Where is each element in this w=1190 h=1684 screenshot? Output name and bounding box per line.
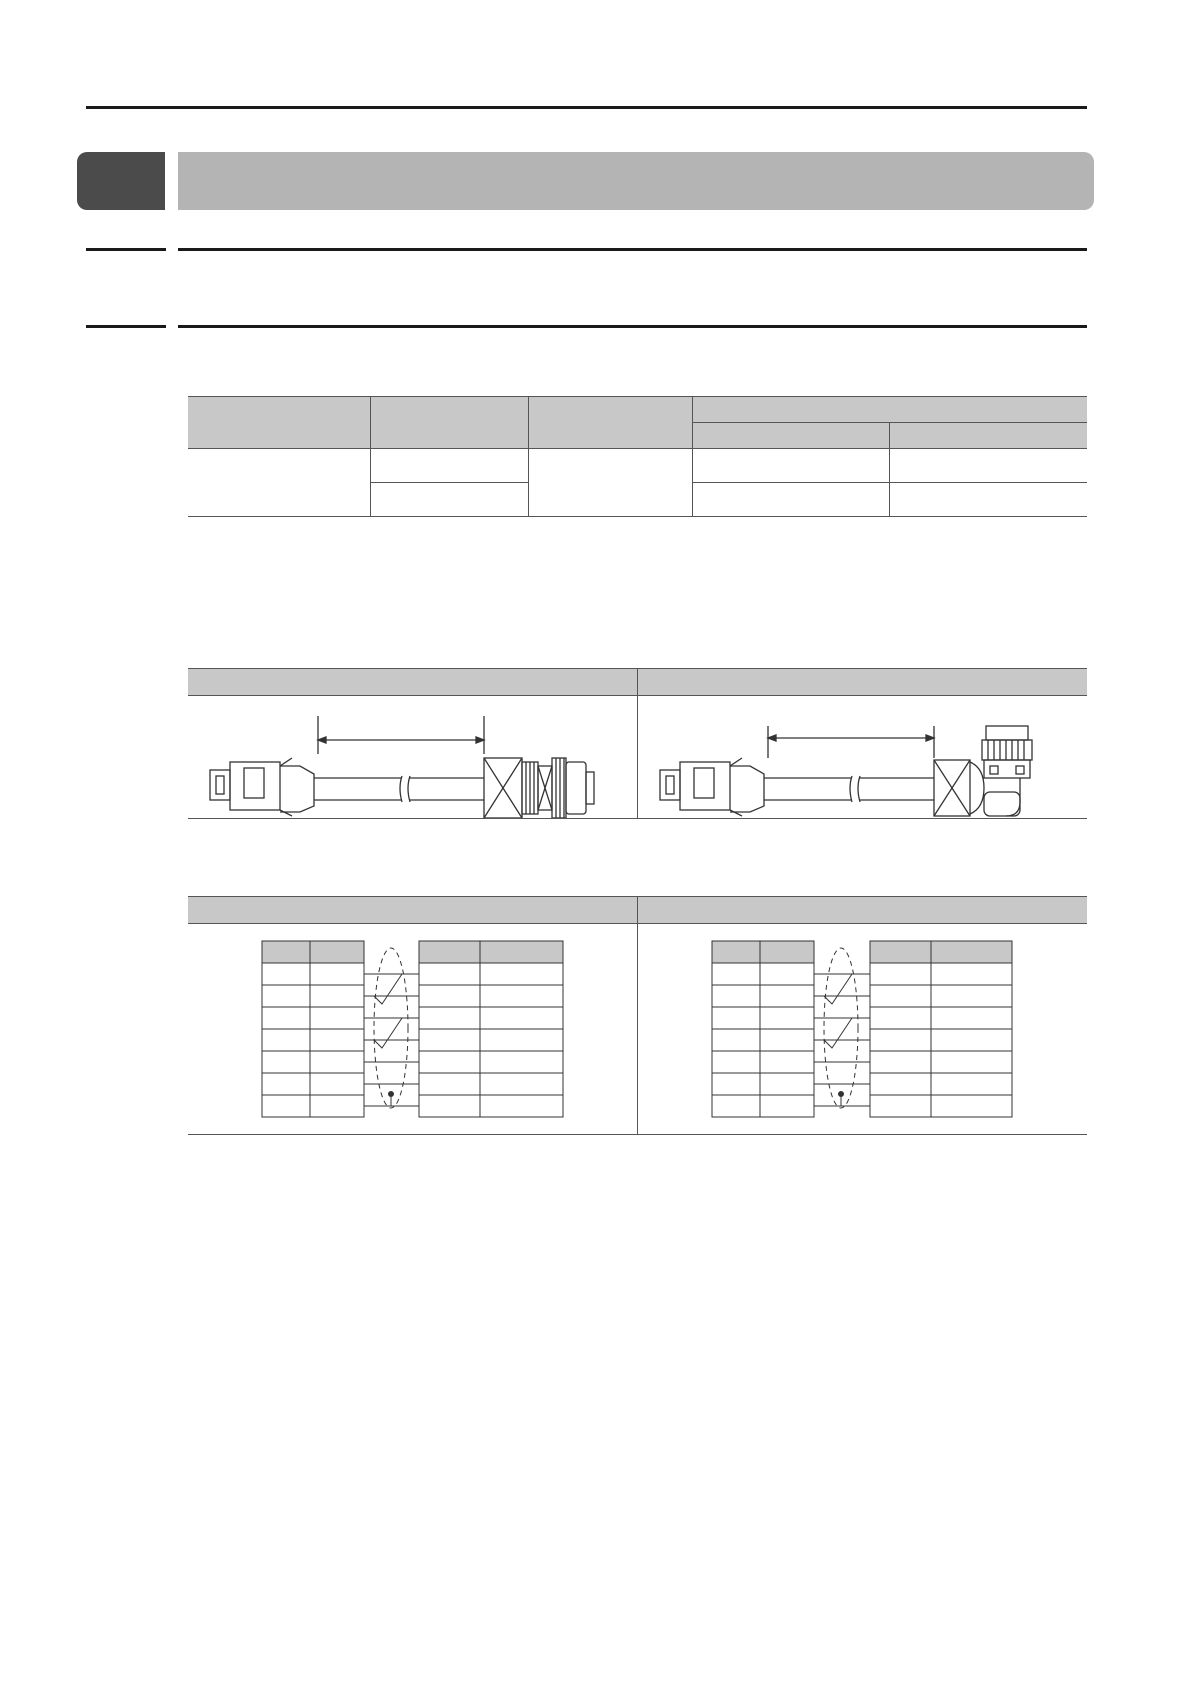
spec-cell [889,449,1087,483]
chapter-title-bar [178,152,1094,210]
spec-header-4 [692,397,1087,423]
spec-header-3 [528,397,692,449]
top-rule [86,106,1087,109]
wiring-table [188,896,1087,1135]
spec-cell [188,449,370,517]
spec-cell [528,449,692,517]
right-angle-plug-wiring-diagram [638,924,1088,1134]
straight-plug-cable-drawing [188,696,637,818]
spec-cell [370,483,528,517]
straight-plug-cable-cell [188,696,637,819]
spec-cell [692,449,889,483]
section-rule-top-right [178,248,1087,251]
drawings-header-right [637,669,1087,696]
spec-header-2 [370,397,528,449]
wiring-header-right [637,897,1087,924]
right-angle-plug-wiring-cell [637,924,1087,1135]
right-angle-plug-cable-drawing [638,696,1088,818]
spec-header-1 [188,397,370,449]
spec-table [188,396,1087,517]
spec-cell [889,483,1087,517]
spec-cell [370,449,528,483]
wiring-header-left [188,897,637,924]
section-rule-top-left [86,248,166,251]
straight-plug-wiring-diagram [188,924,637,1134]
straight-plug-wiring-cell [188,924,637,1135]
spec-subheader-2 [889,423,1087,449]
cable-drawings-table [188,668,1087,819]
spec-subheader-1 [692,423,889,449]
section-rule-bottom-right [178,325,1087,328]
chapter-number-tab [77,152,165,210]
drawings-header-left [188,669,637,696]
section-rule-bottom-left [86,325,166,328]
right-angle-plug-cable-cell [637,696,1087,819]
spec-cell [692,483,889,517]
